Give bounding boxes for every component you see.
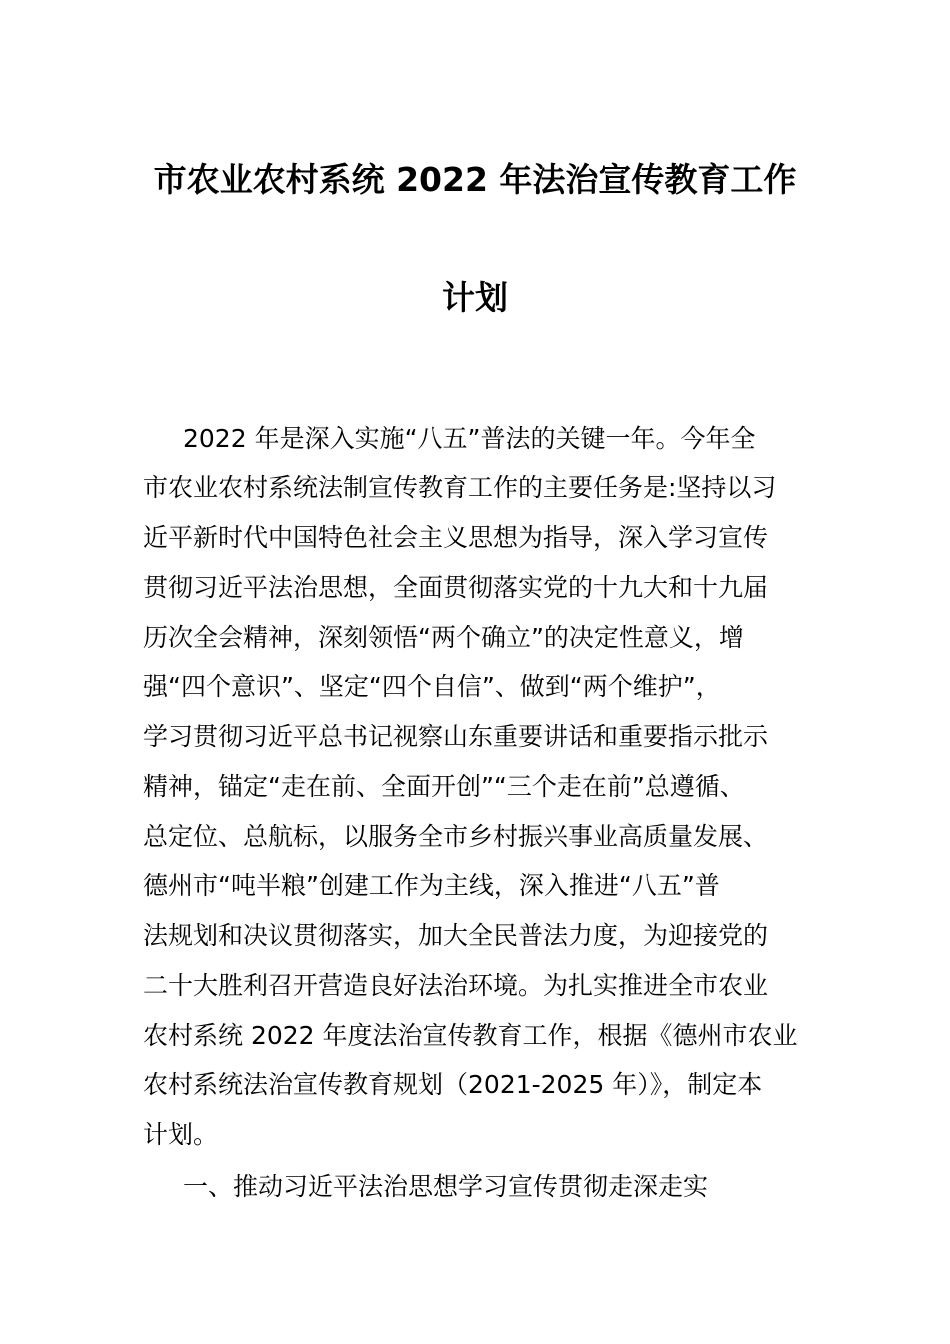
document-title-line-1: 市农业农村系统 2022 年法治宣传教育工作 [153, 160, 797, 199]
paragraph-line: 历次全会精神，深刻领悟“两个确立”的决定性意义，增 [143, 623, 744, 652]
paragraph-line: 法规划和决议贯彻落实，加大全民普法力度，为迎接党的 [143, 921, 769, 950]
paragraph-line: 学习贯彻习近平总书记视察山东重要讲话和重要指示批示 [143, 722, 769, 751]
paragraph-line: 2022 年是深入实施“八五”普法的关键一年。今年全 [183, 424, 756, 453]
paragraph-line: 近平新时代中国特色社会主义思想为指导，深入学习宣传 [143, 523, 769, 552]
document-title-line-2: 计划 [442, 278, 508, 317]
paragraph-line: 贯彻习近平法治思想，全面贯彻落实党的十九大和十九届 [143, 573, 769, 602]
paragraph-line: 计划。 [143, 1120, 219, 1149]
section-heading: 一、推动习近平法治思想学习宣传贯彻走深走实 [183, 1172, 709, 1201]
paragraph-line: 市农业农村系统法制宣传教育工作的主要任务是:坚持以习 [143, 473, 777, 502]
paragraph-line: 总定位、总航标，以服务全市乡村振兴事业高质量发展、 [143, 822, 769, 851]
paragraph-line: 农村系统 2022 年度法治宣传教育工作，根据《德州市农业 [143, 1021, 798, 1050]
paragraph-line: 农村系统法治宣传教育规划（2021-2025 年）》，制定本 [143, 1070, 763, 1099]
paragraph-line: 二十大胜利召开营造良好法治环境。为扎实推进全市农业 [143, 971, 769, 1000]
paragraph-line: 强“四个意识”、坚定“四个自信”、做到“两个维护”， [143, 672, 721, 701]
paragraph-line: 精神，锚定“走在前、全面开创”“三个走在前”总遵循、 [143, 772, 745, 801]
paragraph-line: 德州市“吨半粮”创建工作为主线，深入推进“八五”普 [143, 871, 720, 900]
